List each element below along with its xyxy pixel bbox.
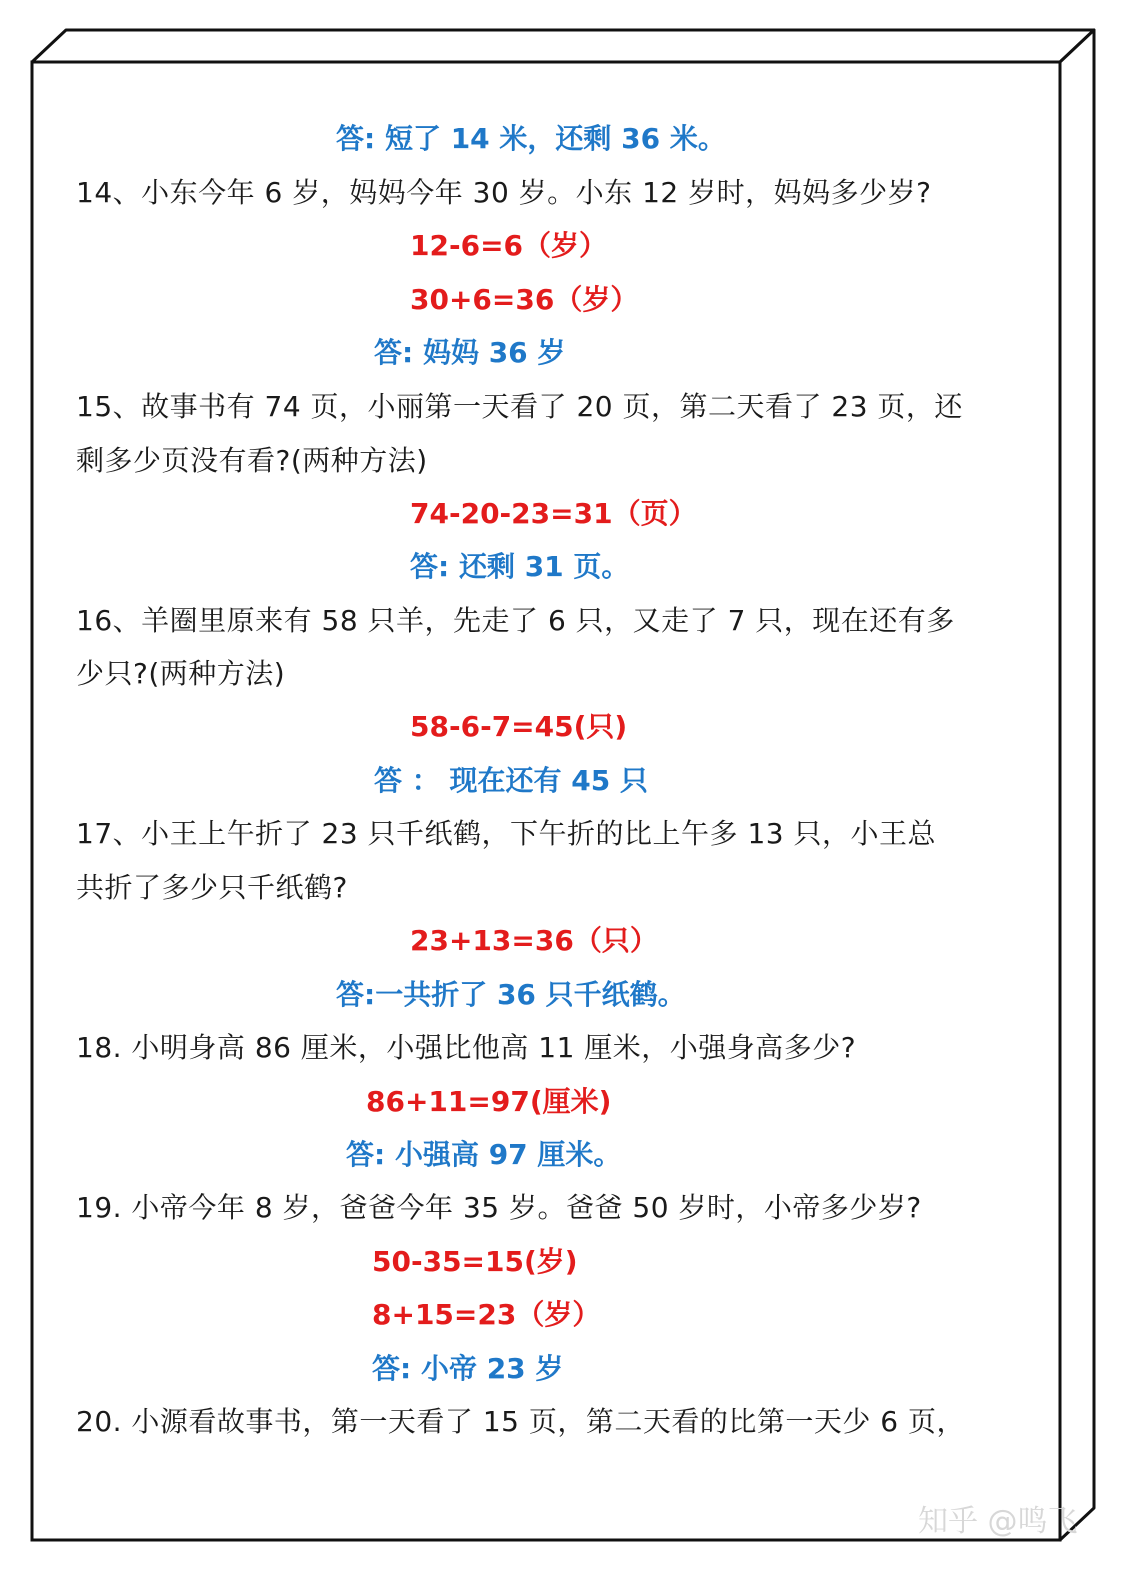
answer-16: 答 ： 现在还有 45 只 xyxy=(374,764,648,797)
answer-17: 答:一共折了 36 只千纸鹤。 xyxy=(336,978,686,1011)
answer-15: 答: 还剩 31 页。 xyxy=(410,550,630,583)
question-16-line1: 16、羊圈里原来有 58 只羊，先走了 6 只，又走了 7 只，现在还有多 xyxy=(76,604,955,637)
question-17-line2: 共折了多少只千纸鹤? xyxy=(76,871,348,904)
calc-17: 23+13=36（只） xyxy=(410,924,658,957)
calc-15: 74-20-23=31（页） xyxy=(410,497,697,530)
question-16-line2: 少只?(两种方法) xyxy=(76,657,286,690)
calc-19b: 8+15=23（岁） xyxy=(372,1298,601,1331)
calc-14b: 30+6=36（岁） xyxy=(410,283,639,316)
answer-13: 答: 短了 14 米，还剩 36 米。 xyxy=(336,122,726,155)
question-15-line1: 15、故事书有 74 页，小丽第一天看了 20 页，第二天看了 23 页，还 xyxy=(76,390,963,423)
question-14: 14、小东今年 6 岁，妈妈今年 30 岁。小东 12 岁时，妈妈多少岁? xyxy=(76,176,932,209)
question-15-line2: 剩多少页没有看?(两种方法) xyxy=(76,444,428,477)
answer-19: 答: 小帝 23 岁 xyxy=(372,1352,564,1385)
calc-14a: 12-6=6（岁） xyxy=(410,229,608,262)
question-18: 18. 小明身高 86 厘米，小强比他高 11 厘米，小强身高多少? xyxy=(76,1031,857,1064)
zhihu-watermark: 知乎 @鸣飞 xyxy=(918,1504,1078,1539)
question-17-line1: 17、小王上午折了 23 只千纸鹤，下午折的比上午多 13 只，小王总 xyxy=(76,817,936,850)
question-19: 19. 小帝今年 8 岁，爸爸今年 35 岁。爸爸 50 岁时，小帝多少岁? xyxy=(76,1191,922,1224)
answer-18: 答: 小强高 97 厘米。 xyxy=(346,1138,622,1171)
question-20: 20. 小源看故事书，第一天看了 15 页，第二天看的比第一天少 6 页， xyxy=(76,1405,965,1438)
answer-14: 答: 妈妈 36 岁 xyxy=(374,336,566,369)
calc-16: 58-6-7=45(只) xyxy=(410,710,628,743)
calc-19a: 50-35=15(岁) xyxy=(372,1245,578,1278)
calc-18: 86+11=97(厘米) xyxy=(366,1085,612,1118)
